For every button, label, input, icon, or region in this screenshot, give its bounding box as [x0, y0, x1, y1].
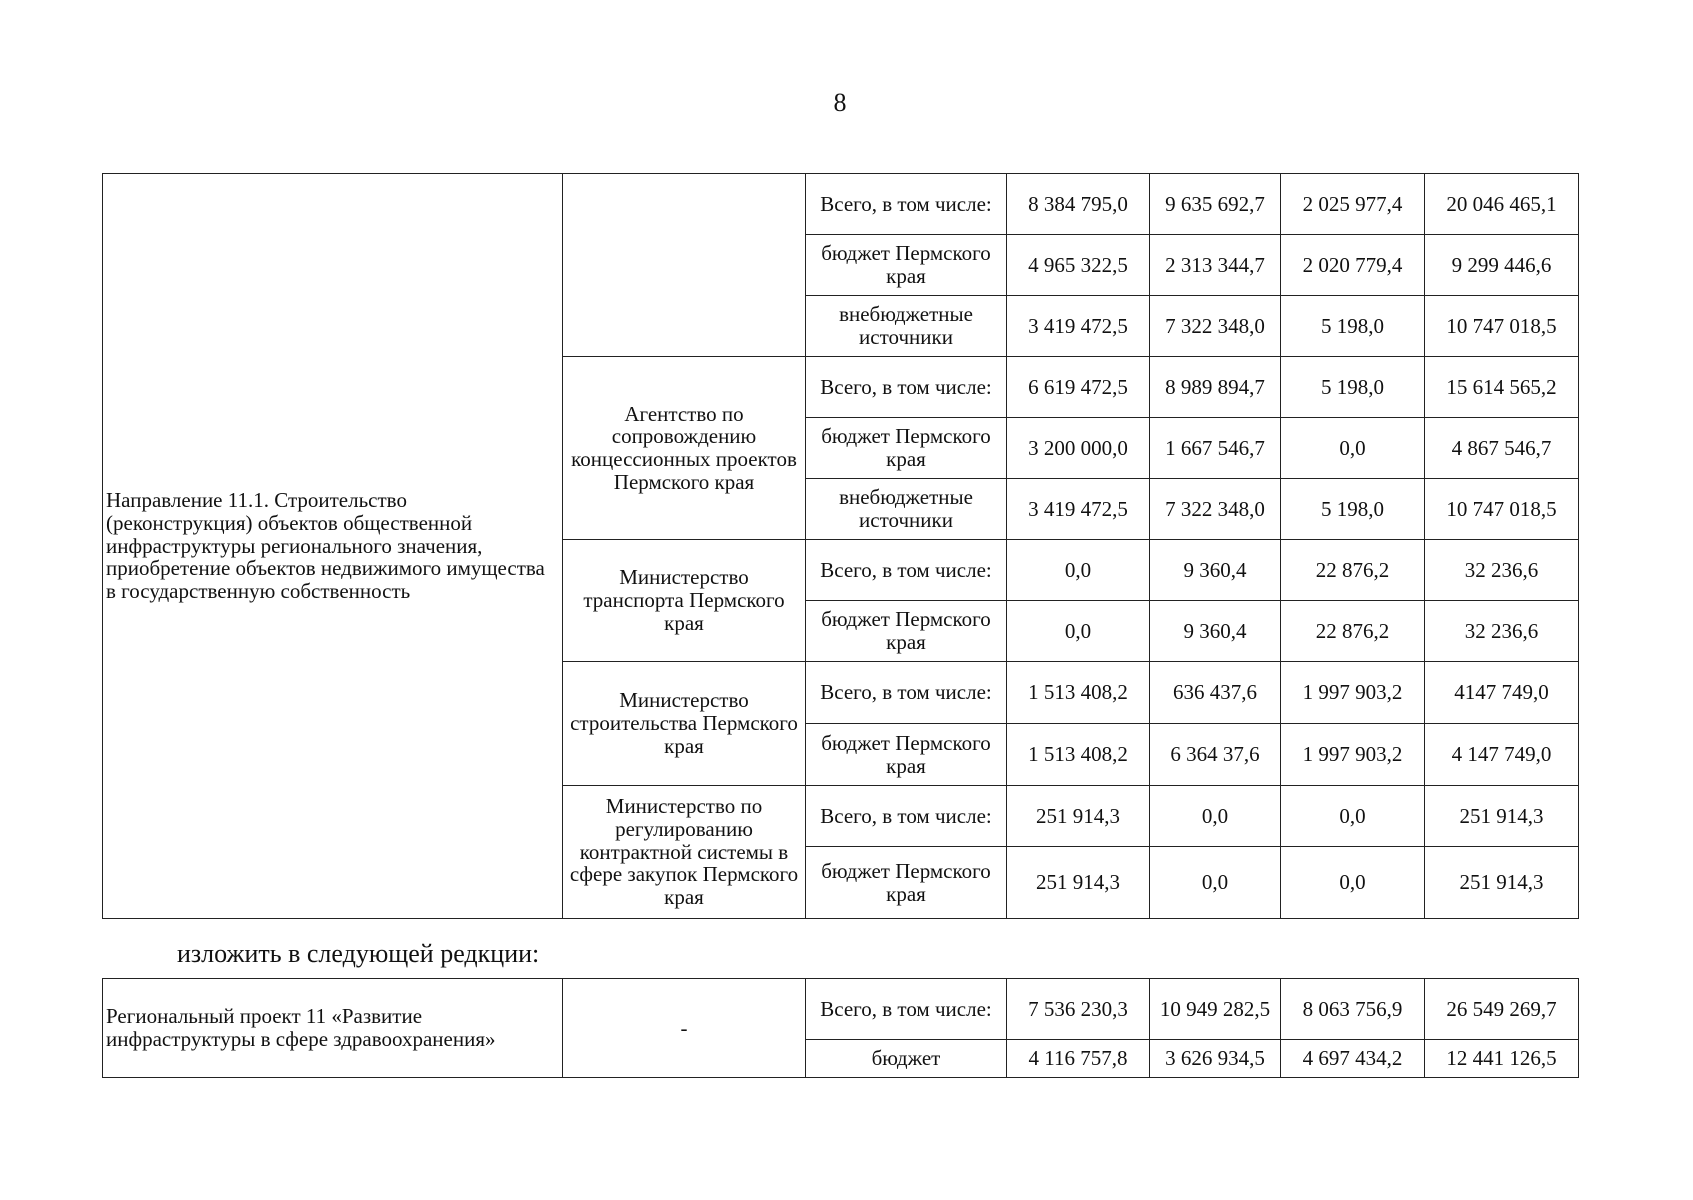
- value-cell: 4 867 546,7: [1425, 418, 1579, 479]
- value-cell: 3 419 472,5: [1007, 479, 1150, 540]
- value-cell: 2 020 779,4: [1281, 235, 1425, 296]
- value-cell: 0,0: [1150, 847, 1281, 919]
- value-cell: 22 876,2: [1281, 601, 1425, 662]
- value-cell: 6 364 37,6: [1150, 724, 1281, 786]
- value-cell: 3 419 472,5: [1007, 296, 1150, 357]
- agency-cell: [563, 174, 806, 357]
- value-cell: 7 536 230,3: [1007, 979, 1150, 1040]
- funding-type: Всего, в том числе:: [806, 662, 1007, 724]
- funding-type: бюджет Пермского края: [806, 418, 1007, 479]
- value-cell: 8 063 756,9: [1281, 979, 1425, 1040]
- value-cell: 0,0: [1007, 540, 1150, 601]
- value-cell: 1 997 903,2: [1281, 662, 1425, 724]
- value-cell: 5 198,0: [1281, 296, 1425, 357]
- value-cell: 1 513 408,2: [1007, 662, 1150, 724]
- agency-cell: -: [563, 979, 806, 1078]
- value-cell: 1 997 903,2: [1281, 724, 1425, 786]
- page-number: 8: [833, 88, 847, 117]
- value-cell: 9 299 446,6: [1425, 235, 1579, 296]
- direction-label: Направление 11.1. Строительство (реконструкция) объектов общественной инфраструктуры регионального значения, приобретение объектов недвижимого имущества в государственную собственность: [103, 174, 563, 919]
- value-cell: 10 747 018,5: [1425, 479, 1579, 540]
- budget-table: [102, 173, 1579, 919]
- funding-type: внебюджетные источники: [806, 296, 1007, 357]
- value-cell: 8 384 795,0: [1007, 174, 1150, 235]
- value-cell: 636 437,6: [1150, 662, 1281, 724]
- value-cell: 9 360,4: [1150, 601, 1281, 662]
- table-row: [103, 979, 1579, 1040]
- funding-type: бюджет Пермского края: [806, 724, 1007, 786]
- value-cell: 5 198,0: [1281, 479, 1425, 540]
- project-table: [102, 978, 1579, 1078]
- value-cell: 22 876,2: [1281, 540, 1425, 601]
- funding-type: Всего, в том числе:: [806, 357, 1007, 418]
- redaction-instruction: изложить в следующей редкции:: [177, 939, 540, 968]
- value-cell: 4 147 749,0: [1425, 724, 1579, 786]
- value-cell: 1 667 546,7: [1150, 418, 1281, 479]
- value-cell: 251 914,3: [1007, 786, 1150, 847]
- table-row: [103, 174, 1579, 235]
- value-cell: 7 322 348,0: [1150, 296, 1281, 357]
- value-cell: 10 949 282,5: [1150, 979, 1281, 1040]
- value-cell: 4 697 434,2: [1281, 1040, 1425, 1078]
- value-cell: 32 236,6: [1425, 601, 1579, 662]
- value-cell: 4147 749,0: [1425, 662, 1579, 724]
- value-cell: 251 914,3: [1007, 847, 1150, 919]
- value-cell: 8 989 894,7: [1150, 357, 1281, 418]
- funding-type: бюджет Пермского края: [806, 601, 1007, 662]
- value-cell: 0,0: [1281, 786, 1425, 847]
- value-cell: 3 626 934,5: [1150, 1040, 1281, 1078]
- value-cell: 5 198,0: [1281, 357, 1425, 418]
- value-cell: 20 046 465,1: [1425, 174, 1579, 235]
- value-cell: 26 549 269,7: [1425, 979, 1579, 1040]
- project-label: Региональный проект 11 «Развитие инфраструктуры в сфере здравоохранения»: [103, 979, 563, 1078]
- value-cell: 2 025 977,4: [1281, 174, 1425, 235]
- funding-type: Всего, в том числе:: [806, 786, 1007, 847]
- funding-type: Всего, в том числе:: [806, 174, 1007, 235]
- value-cell: 1 513 408,2: [1007, 724, 1150, 786]
- value-cell: 3 200 000,0: [1007, 418, 1150, 479]
- funding-type: бюджет Пермского края: [806, 235, 1007, 296]
- value-cell: 10 747 018,5: [1425, 296, 1579, 357]
- value-cell: 12 441 126,5: [1425, 1040, 1579, 1078]
- value-cell: 4 116 757,8: [1007, 1040, 1150, 1078]
- value-cell: 7 322 348,0: [1150, 479, 1281, 540]
- funding-type: внебюджетные источники: [806, 479, 1007, 540]
- value-cell: 0,0: [1281, 418, 1425, 479]
- agency-cell: Министерство по регулированию контрактной системы в сфере закупок Пермского края: [563, 786, 806, 919]
- value-cell: 9 360,4: [1150, 540, 1281, 601]
- value-cell: 2 313 344,7: [1150, 235, 1281, 296]
- funding-type: Всего, в том числе:: [806, 540, 1007, 601]
- value-cell: 251 914,3: [1425, 786, 1579, 847]
- value-cell: 6 619 472,5: [1007, 357, 1150, 418]
- value-cell: 0,0: [1281, 847, 1425, 919]
- funding-type: бюджет: [806, 1040, 1007, 1078]
- funding-type: бюджет Пермского края: [806, 847, 1007, 919]
- agency-cell: Агентство по сопровождению концессионных проектов Пермского края: [563, 357, 806, 540]
- agency-cell: Министерство строительства Пермского края: [563, 662, 806, 786]
- funding-type: Всего, в том числе:: [806, 979, 1007, 1040]
- value-cell: 251 914,3: [1425, 847, 1579, 919]
- value-cell: 9 635 692,7: [1150, 174, 1281, 235]
- value-cell: 0,0: [1150, 786, 1281, 847]
- agency-cell: Министерство транспорта Пермского края: [563, 540, 806, 662]
- value-cell: 0,0: [1007, 601, 1150, 662]
- value-cell: 15 614 565,2: [1425, 357, 1579, 418]
- value-cell: 32 236,6: [1425, 540, 1579, 601]
- value-cell: 4 965 322,5: [1007, 235, 1150, 296]
